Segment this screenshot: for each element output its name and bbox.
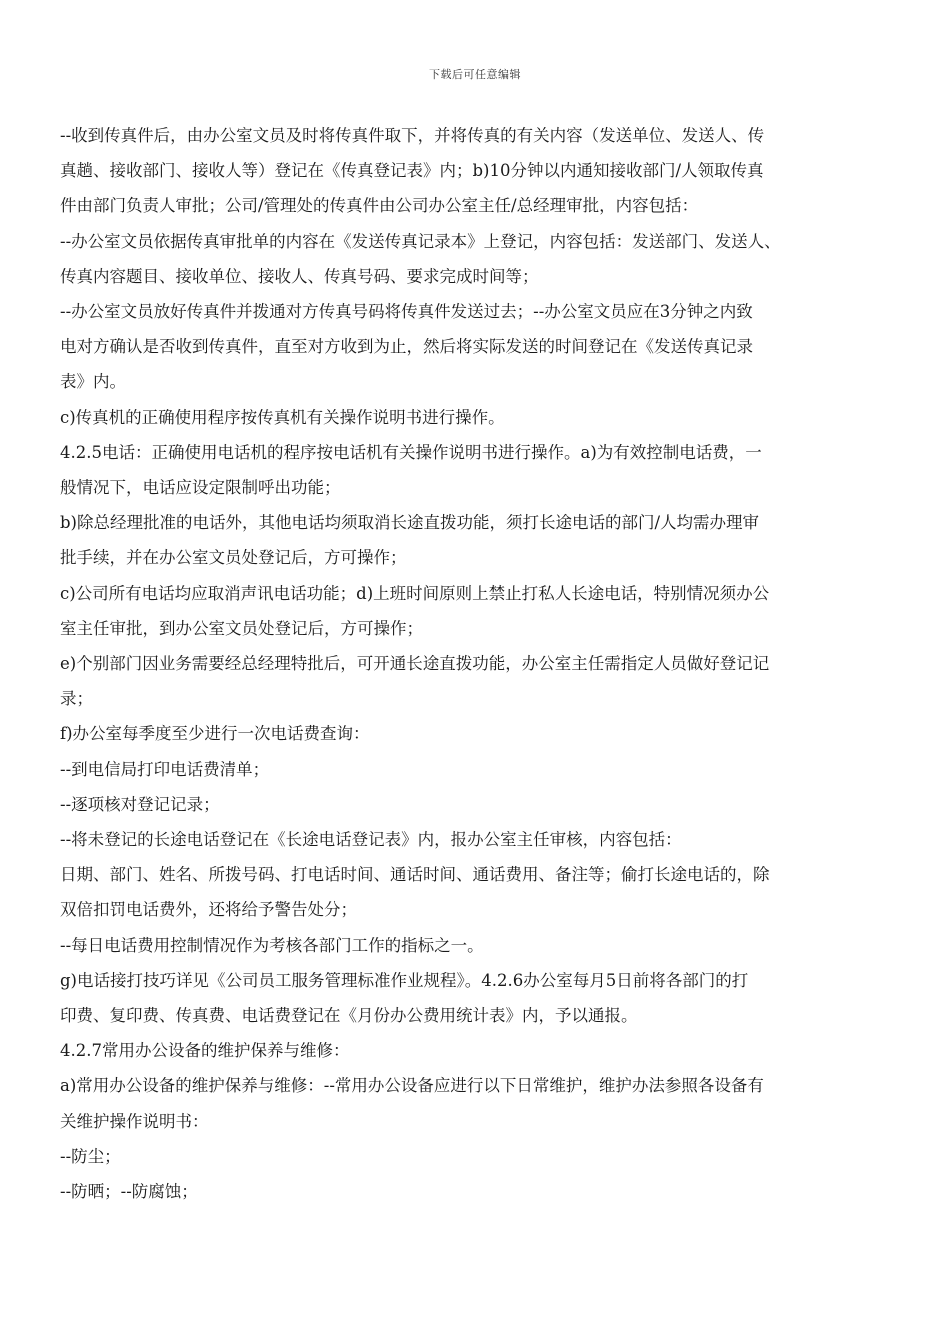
text-line: g)电话接打技巧详见《公司员工服务管理标准作业规程》。4.2.6办公室每月5日前将各部门的打	[60, 970, 749, 990]
text-line: 录；	[60, 689, 93, 709]
page-header: 下载后可任意编辑	[429, 68, 521, 81]
text-line: a)常用办公设备的维护保养与维修：--常用办公设备应进行以下日常维护，维护办法参照各设备有	[60, 1076, 764, 1096]
text-line: c)公司所有电话均应取消声讯电话功能；d)上班时间原则上禁止打私人长途电话，特别情况须办公	[60, 583, 770, 603]
text-line: --收到传真件后，由办公室文员及时将传真件取下，并将传真的有关内容（发送单位、发送人、传	[60, 126, 765, 145]
text-line: --防尘；	[60, 1146, 121, 1166]
text-line: 4.2.7常用办公设备的维护保养与维修：	[60, 1041, 350, 1061]
text-line: c)传真机的正确使用程序按传真机有关操作说明书进行操作。	[60, 407, 505, 427]
text-line: e)个别部门因业务需要经总经理特批后，可开通长途直拨功能，办公室主任需指定人员做好登记记	[60, 654, 770, 674]
text-line: 般情况下，电话应设定限制呼出功能；	[60, 478, 341, 498]
text-line: 传真内容题目、接收单位、接收人、传真号码、要求完成时间等；	[60, 266, 539, 286]
text-line: --办公室文员放好传真件并拨通对方传真号码将传真件发送过去；--办公室文员应在3分钟之内致	[60, 302, 753, 322]
text-line: --每日电话费用控制情况作为考核各部门工作的指标之一。	[60, 935, 484, 955]
text-line: 双倍扣罚电话费外，还将给予警告处分；	[60, 900, 357, 920]
text-line: b)除总经理批准的电话外，其他电话均须取消长途直拨功能，须打长途电话的部门/人均需办理审	[60, 513, 760, 533]
text-line: --将未登记的长途电话登记在《长途电话登记表》内，报办公室主任审核，内容包括：	[60, 830, 682, 850]
text-line: f)办公室每季度至少进行一次电话费查询：	[60, 724, 370, 744]
text-line: --到电信局打印电话费清单；	[60, 759, 270, 779]
text-line: 印费、复印费、传真费、电话费登记在《月份办公费用统计表》内，予以通报。	[60, 1006, 638, 1026]
text-line: 表》内。	[60, 372, 126, 392]
text-line: 室主任审批，到办公室文员处登记后，方可操作；	[60, 618, 423, 638]
text-line: 4.2.5电话：正确使用电话机的程序按电话机有关操作说明书进行操作。a)为有效控制电话费，一	[60, 442, 762, 462]
text-line: 日期、部门、姓名、所拨号码、打电话时间、通话时间、通话费用、备注等；偷打长途电话的，除	[60, 865, 770, 885]
text-line: --逐项核对登记记录；	[60, 794, 220, 814]
text-line: 真趟、接收部门、接收人等）登记在《传真登记表》内；b)10分钟以内通知接收部门/人领取传真	[60, 161, 764, 181]
document-body	[60, 118, 900, 1209]
text-line: 批手续，并在办公室文员处登记后，方可操作；	[60, 548, 407, 568]
text-line: 关维护操作说明书：	[60, 1111, 209, 1131]
text-line: --防晒；--防腐蚀；	[60, 1182, 198, 1202]
text-line: 件由部门负责人审批；公司/管理处的传真件由公司办公室主任/总经理审批，内容包括：	[60, 196, 699, 216]
text-line: 电对方确认是否收到传真件，直至对方收到为止，然后将实际发送的时间登记在《发送传真记录	[60, 337, 753, 357]
text-line: --办公室文员依据传真审批单的内容在《发送传真记录本》上登记，内容包括：发送部门、发送人、	[60, 231, 781, 251]
